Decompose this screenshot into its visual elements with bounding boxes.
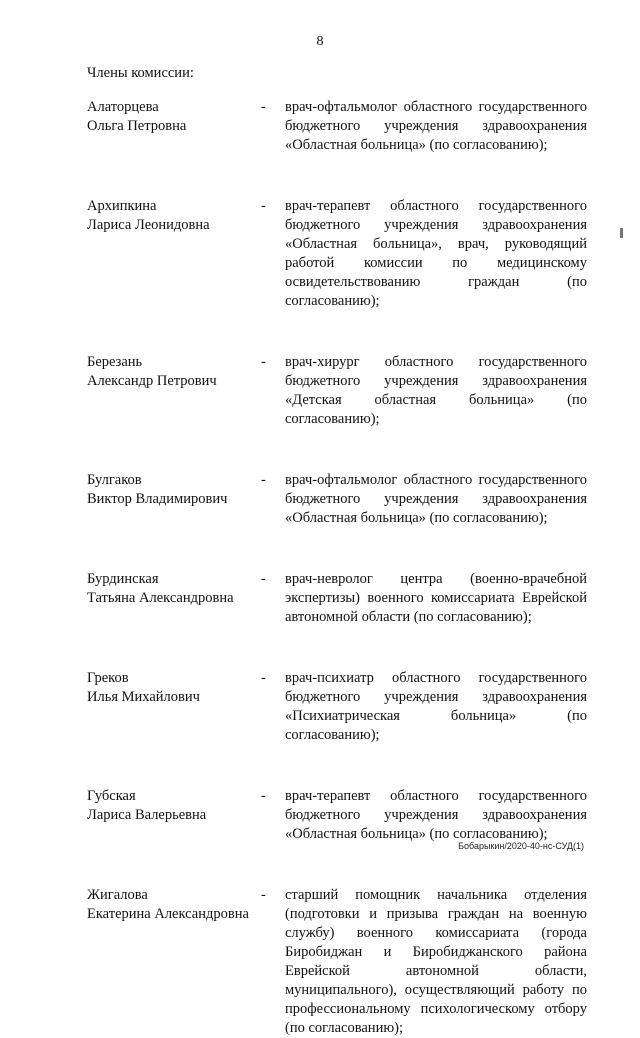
member-entry	[87, 886, 587, 1038]
member-name	[87, 197, 261, 235]
member-name	[87, 669, 261, 707]
member-surname: Березань	[87, 354, 143, 370]
scan-edge-mark	[620, 228, 623, 238]
member-given-name: Александр Петрович	[87, 373, 217, 389]
member-entry	[87, 98, 587, 155]
member-surname: Греков	[87, 670, 129, 686]
member-entry	[87, 353, 587, 429]
member-given-name: Виктор Владимирович	[87, 491, 228, 507]
document-code: Бобарыкин/2020-40-нс-СУД(1)	[458, 841, 584, 851]
member-surname: Бурдинская	[87, 571, 159, 587]
member-given-name: Татьяна Александровна	[87, 590, 234, 606]
member-dash: -	[261, 571, 266, 587]
member-dash: -	[261, 198, 266, 214]
member-description: врач-терапевт областного государственного бюджетного учреждения здравоохранения «Областная больница» (по согласованию);	[285, 788, 587, 842]
member-entry	[87, 669, 587, 745]
member-dash: -	[261, 354, 266, 370]
section-heading: Члены комиссии:	[87, 65, 194, 81]
member-dash: -	[261, 788, 266, 804]
member-dash: -	[261, 670, 266, 686]
commission-members-list	[87, 98, 587, 1038]
member-name	[87, 98, 261, 136]
member-name	[87, 570, 261, 608]
member-description: врач-офтальмолог областного государственного бюджетного учреждения здравоохранения «Областная больница» (по согласованию);	[285, 99, 587, 153]
member-description: врач-невролог центра (военно-врачебной экспертизы) военного комиссариата Еврейской автономной области (по согласованию);	[285, 571, 587, 625]
member-entry	[87, 197, 587, 311]
member-description: врач-психиатр областного государственного бюджетного учреждения здравоохранения «Психиатрическая больница» (по согласованию);	[285, 670, 587, 743]
member-given-name: Ольга Петровна	[87, 118, 187, 134]
member-description: врач-хирург областного государственного бюджетного учреждения здравоохранения «Детская областная больница» (по согласованию);	[285, 354, 587, 427]
member-surname: Архипкина	[87, 198, 157, 214]
member-name	[87, 886, 261, 924]
member-description: врач-терапевт областного государственного бюджетного учреждения здравоохранения «Областная больница», врач, руководящий работой комиссии по медицинскому освидетельствованию граждан (по согласованию);	[285, 198, 587, 309]
member-entry	[87, 570, 587, 627]
member-surname: Жигалова	[87, 887, 148, 903]
member-entry	[87, 471, 587, 528]
member-name	[87, 471, 261, 509]
member-dash: -	[261, 99, 266, 115]
member-surname: Алаторцева	[87, 99, 159, 115]
member-description: врач-офтальмолог областного государственного бюджетного учреждения здравоохранения «Областная больница» (по согласованию);	[285, 472, 587, 526]
member-given-name: Лариса Леонидовна	[87, 217, 210, 233]
member-name	[87, 787, 261, 825]
member-dash: -	[261, 472, 266, 488]
member-surname: Губская	[87, 788, 136, 804]
member-given-name: Лариса Валерьевна	[87, 807, 207, 823]
page-number: 8	[316, 34, 324, 49]
member-surname: Булгаков	[87, 472, 142, 488]
member-dash: -	[261, 887, 266, 903]
member-entry	[87, 787, 587, 844]
member-name	[87, 353, 261, 391]
member-given-name: Екатерина Александровна	[87, 906, 249, 922]
member-description: старший помощник начальника отделения (подготовки и призыва граждан на военную службу) военного комиссариата (города Биробиджан и Биробиджанского района Еврейской автономной области, муниципального), осуществляющий работу по профессиональному психологическому отбору (по согласованию);	[285, 887, 587, 1036]
member-given-name: Илья Михайлович	[87, 689, 200, 705]
